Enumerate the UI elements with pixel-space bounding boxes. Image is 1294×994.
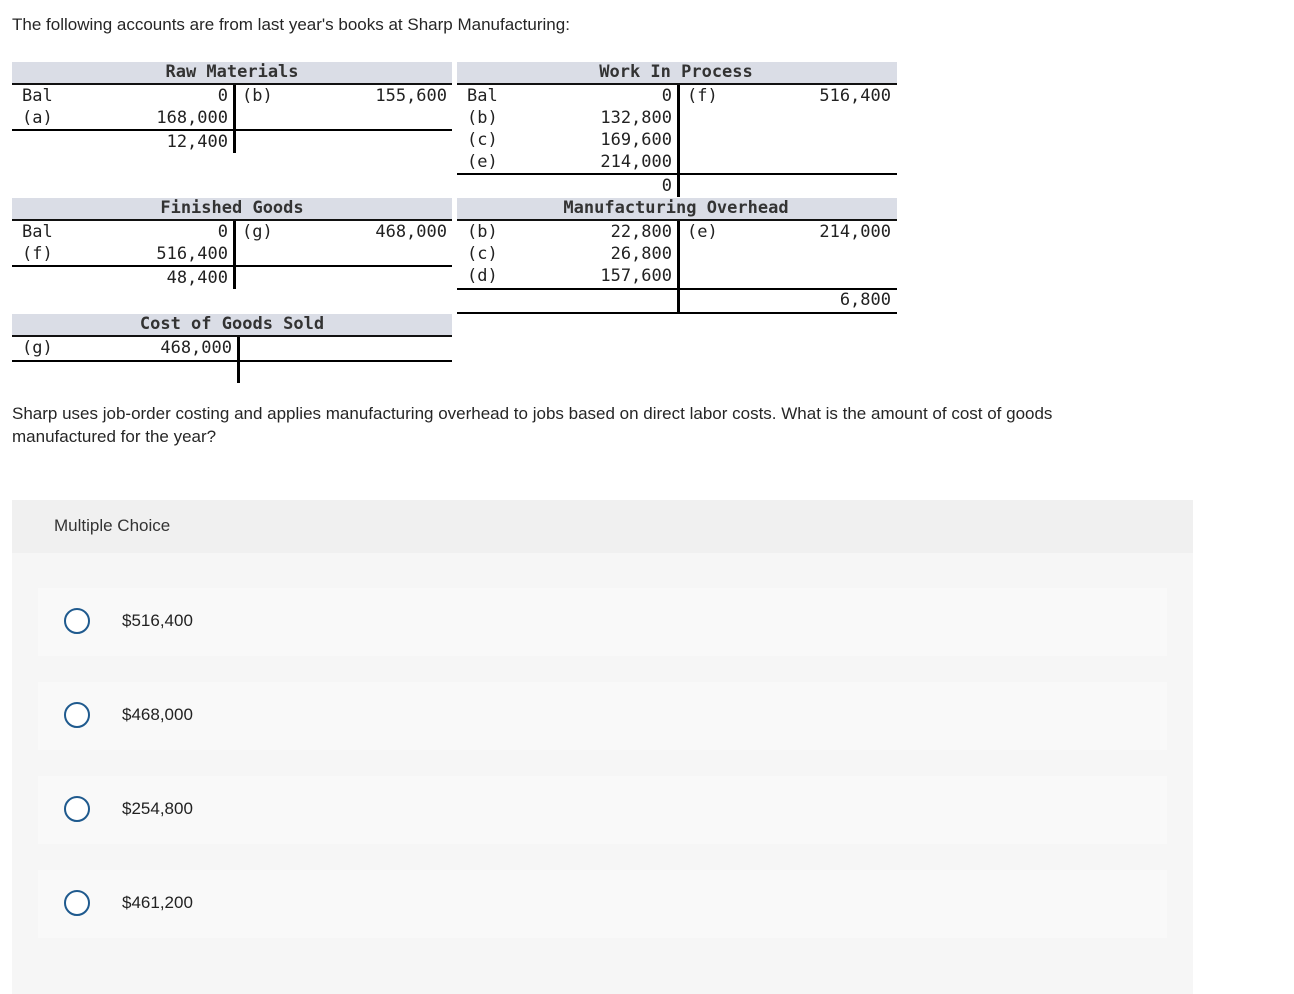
- t-divider: [677, 221, 680, 313]
- account-title: Raw Materials: [165, 62, 299, 82]
- choice-option[interactable]: [38, 776, 1167, 844]
- debit-balance: 48,400: [166, 268, 228, 288]
- choice-label: $461,200: [122, 893, 193, 912]
- choice-option[interactable]: [38, 588, 1167, 656]
- debit-value: 0: [217, 222, 228, 242]
- debit-value: 214,000: [600, 152, 672, 172]
- entry-label: Bal: [22, 86, 53, 106]
- entry-label: Bal: [22, 222, 53, 242]
- entry-label: (e): [467, 152, 498, 172]
- radio-button-icon[interactable]: [64, 702, 90, 728]
- debit-value: 132,800: [600, 108, 672, 128]
- radio-button-icon[interactable]: [64, 796, 90, 822]
- balance-rule: [12, 129, 452, 131]
- balance-rule: [12, 265, 452, 267]
- bottom-rule: [457, 312, 897, 314]
- t-divider: [677, 85, 680, 197]
- credit-value: 468,000: [375, 222, 447, 242]
- entry-label: (b): [242, 86, 273, 106]
- entry-label: (f): [22, 244, 53, 264]
- choice-label: $254,800: [122, 799, 193, 818]
- t-divider: [233, 85, 236, 153]
- entry-label: (c): [467, 244, 498, 264]
- entry-label: (f): [687, 86, 718, 106]
- debit-value: 169,600: [600, 130, 672, 150]
- choice-label: $516,400: [122, 611, 193, 630]
- choice-option[interactable]: [38, 870, 1167, 938]
- account-title: Cost of Goods Sold: [139, 314, 325, 334]
- debit-value: 157,600: [600, 266, 672, 286]
- question-text: Sharp uses job-order costing and applies manufacturing overhead to jobs based on direct labor costs. What is the amount of cost of goods manufactured for the year?: [12, 404, 1053, 446]
- debit-value: 468,000: [160, 338, 232, 358]
- debit-value: 0: [661, 86, 672, 106]
- debit-value: 26,800: [610, 244, 672, 264]
- account-title: Manufacturing Overhead: [563, 198, 789, 218]
- radio-button-icon[interactable]: [64, 608, 90, 634]
- multiple-choice-title: Multiple Choice: [54, 516, 171, 535]
- entry-label: (c): [467, 130, 498, 150]
- debit-balance: 12,400: [166, 132, 228, 152]
- choice-option[interactable]: [38, 682, 1167, 750]
- entry-label: (g): [22, 338, 53, 358]
- intro-text: The following accounts are from last year's books at Sharp Manufacturing:: [12, 15, 570, 34]
- t-divider: [233, 221, 236, 289]
- credit-value: 155,600: [375, 86, 447, 106]
- debit-balance: 0: [661, 176, 672, 196]
- account-title: Finished Goods: [160, 198, 304, 218]
- balance-rule: [457, 173, 897, 175]
- entry-label: (e): [687, 222, 718, 242]
- balance-rule: [12, 360, 452, 362]
- debit-value: 0: [217, 86, 228, 106]
- credit-balance: 6,800: [839, 290, 891, 310]
- multiple-choice-header: [12, 500, 1193, 553]
- entry-label: (g): [242, 222, 273, 242]
- credit-value: 214,000: [819, 222, 891, 242]
- choice-label: $468,000: [122, 705, 193, 724]
- entry-label: (b): [467, 108, 498, 128]
- entry-label: (a): [22, 108, 53, 128]
- entry-label: Bal: [467, 86, 498, 106]
- debit-value: 168,000: [156, 108, 228, 128]
- debit-value: 22,800: [610, 222, 672, 242]
- account-title: Work In Process: [599, 62, 753, 82]
- radio-button-icon[interactable]: [64, 890, 90, 916]
- credit-value: 516,400: [819, 86, 891, 106]
- debit-value: 516,400: [156, 244, 228, 264]
- entry-label: (b): [467, 222, 498, 242]
- entry-label: (d): [467, 266, 498, 286]
